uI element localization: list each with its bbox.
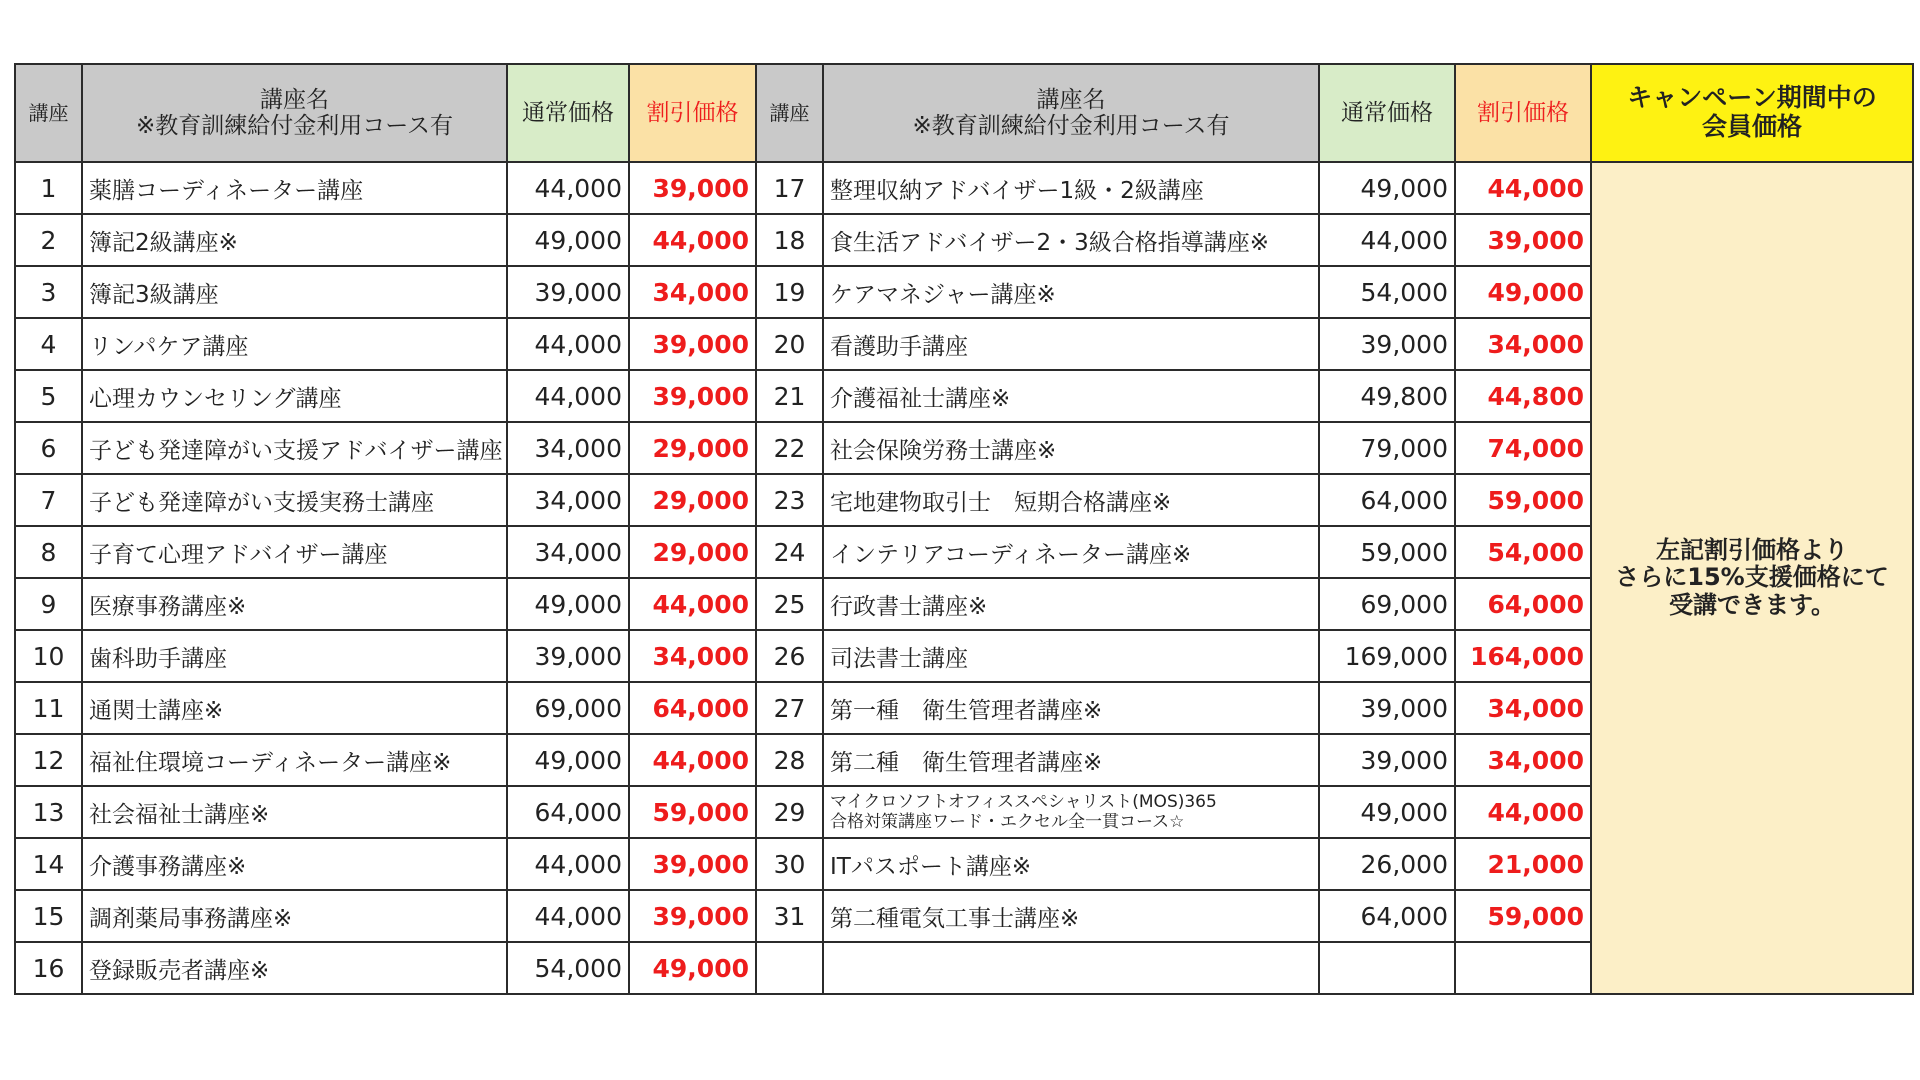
empty-discount-price [1455, 942, 1591, 994]
discount-price: 59,000 [1455, 890, 1591, 942]
course-name: 介護福祉士講座※ [823, 370, 1319, 422]
regular-price: 44,000 [507, 890, 629, 942]
course-name: ITパスポート講座※ [823, 838, 1319, 890]
discount-price: 44,800 [1455, 370, 1591, 422]
course-name: 薬膳コーディネーター講座 [82, 162, 507, 214]
regular-price: 54,000 [1319, 266, 1455, 318]
course-name: 社会福祉士講座※ [82, 786, 507, 838]
course-name-line1: マイクロソフトオフィススペシャリスト(MOS)365 [830, 791, 1217, 812]
course-name: インテリアコーディネーター講座※ [823, 526, 1319, 578]
regular-price: 39,000 [1319, 734, 1455, 786]
course-number: 22 [756, 422, 823, 474]
course-name: 第一種 衛生管理者講座※ [823, 682, 1319, 734]
course-name: 簿記3級講座 [82, 266, 507, 318]
discount-price: 39,000 [629, 370, 756, 422]
regular-price: 64,000 [1319, 474, 1455, 526]
course-name: 社会保険労務士講座※ [823, 422, 1319, 474]
member-price-note-line2: さらに15%支援価格にて [1615, 563, 1889, 592]
course-number: 26 [756, 630, 823, 682]
course-number: 18 [756, 214, 823, 266]
discount-price: 39,000 [1455, 214, 1591, 266]
course-name: リンパケア講座 [82, 318, 507, 370]
course-number: 13 [15, 786, 82, 838]
discount-price: 44,000 [1455, 162, 1591, 214]
discount-price: 34,000 [1455, 682, 1591, 734]
header-course-name-right-line1: 講座名 [1036, 86, 1106, 113]
discount-price: 29,000 [629, 474, 756, 526]
header-discount-price: 割引価格 [629, 64, 756, 162]
course-number: 10 [15, 630, 82, 682]
course-number: 29 [756, 786, 823, 838]
course-number: 21 [756, 370, 823, 422]
header-course-name-line2: ※教育訓練給付金利用コース有 [135, 113, 454, 139]
discount-price: 39,000 [629, 318, 756, 370]
course-number: 20 [756, 318, 823, 370]
course-name: 介護事務講座※ [82, 838, 507, 890]
course-number: 14 [15, 838, 82, 890]
regular-price: 64,000 [507, 786, 629, 838]
header-course-number: 講座 [15, 64, 82, 162]
header-course-name-right [823, 64, 1319, 162]
course-number: 30 [756, 838, 823, 890]
course-number: 12 [15, 734, 82, 786]
discount-price: 164,000 [1455, 630, 1591, 682]
regular-price: 34,000 [507, 422, 629, 474]
course-name: 調剤薬局事務講座※ [82, 890, 507, 942]
header-member-price-line2: 会員価格 [1701, 112, 1802, 141]
regular-price: 54,000 [507, 942, 629, 994]
regular-price: 49,000 [507, 578, 629, 630]
course-number: 9 [15, 578, 82, 630]
course-number: 7 [15, 474, 82, 526]
discount-price: 34,000 [1455, 734, 1591, 786]
discount-price: 49,000 [629, 942, 756, 994]
course-number: 16 [15, 942, 82, 994]
table-row [15, 162, 1913, 214]
regular-price: 39,000 [1319, 682, 1455, 734]
discount-price: 44,000 [1455, 786, 1591, 838]
regular-price: 44,000 [507, 370, 629, 422]
course-name: 福祉住環境コーディネーター講座※ [82, 734, 507, 786]
course-name: 子ども発達障がい支援実務士講座 [82, 474, 507, 526]
discount-price: 29,000 [629, 422, 756, 474]
regular-price: 39,000 [507, 630, 629, 682]
discount-price: 39,000 [629, 162, 756, 214]
header-course-name [82, 64, 507, 162]
discount-price: 39,000 [629, 890, 756, 942]
regular-price: 59,000 [1319, 526, 1455, 578]
regular-price: 169,000 [1319, 630, 1455, 682]
course-number: 2 [15, 214, 82, 266]
discount-price: 59,000 [1455, 474, 1591, 526]
course-number: 19 [756, 266, 823, 318]
course-name: 通関士講座※ [82, 682, 507, 734]
discount-price: 29,000 [629, 526, 756, 578]
regular-price: 49,000 [507, 734, 629, 786]
discount-price: 21,000 [1455, 838, 1591, 890]
discount-price: 39,000 [629, 838, 756, 890]
discount-price: 44,000 [629, 734, 756, 786]
regular-price: 44,000 [507, 838, 629, 890]
course-number: 23 [756, 474, 823, 526]
discount-price: 49,000 [1455, 266, 1591, 318]
course-name: 行政書士講座※ [823, 578, 1319, 630]
regular-price: 49,000 [1319, 162, 1455, 214]
course-name: 簿記2級講座※ [82, 214, 507, 266]
course-name-line2: 合格対策講座ワード・エクセル全一貫コース☆ [830, 812, 1185, 832]
header-course-name-line1: 講座名 [260, 86, 329, 113]
empty-course-number [756, 942, 823, 994]
regular-price: 34,000 [507, 474, 629, 526]
course-name: 第二種 衛生管理者講座※ [823, 734, 1319, 786]
course-name: 子育て心理アドバイザー講座 [82, 526, 507, 578]
empty-course-name [823, 942, 1319, 994]
course-name: 子ども発達障がい支援アドバイザー講座 [82, 422, 507, 474]
regular-price: 69,000 [1319, 578, 1455, 630]
member-price-note-line1: 左記割引価格より [1656, 535, 1848, 564]
header-course-name-right-line2: ※教育訓練給付金利用コース有 [912, 113, 1230, 139]
regular-price: 39,000 [1319, 318, 1455, 370]
discount-price: 74,000 [1455, 422, 1591, 474]
course-name: 登録販売者講座※ [82, 942, 507, 994]
regular-price: 44,000 [507, 318, 629, 370]
course-number: 1 [15, 162, 82, 214]
regular-price: 64,000 [1319, 890, 1455, 942]
discount-price: 34,000 [629, 630, 756, 682]
regular-price: 49,000 [507, 214, 629, 266]
discount-price: 34,000 [1455, 318, 1591, 370]
course-number: 5 [15, 370, 82, 422]
course-number: 28 [756, 734, 823, 786]
regular-price: 49,000 [1319, 786, 1455, 838]
header-course-number-right: 講座 [756, 64, 823, 162]
member-price-note-line3: 受講できます。 [1668, 590, 1836, 619]
course-number: 6 [15, 422, 82, 474]
course-number: 4 [15, 318, 82, 370]
regular-price: 49,800 [1319, 370, 1455, 422]
course-number: 27 [756, 682, 823, 734]
course-name: 食生活アドバイザー2・3級合格指導講座※ [823, 214, 1319, 266]
regular-price: 26,000 [1319, 838, 1455, 890]
table-header-row [15, 64, 1913, 162]
course-number: 24 [756, 526, 823, 578]
discount-price: 59,000 [629, 786, 756, 838]
course-name: 宅地建物取引士 短期合格講座※ [823, 474, 1319, 526]
header-member-price-line1: キャンペーン期間中の [1627, 83, 1877, 113]
course-name: 医療事務講座※ [82, 578, 507, 630]
header-regular-price: 通常価格 [507, 64, 629, 162]
course-name: ケアマネジャー講座※ [823, 266, 1319, 318]
discount-price: 44,000 [629, 214, 756, 266]
course-number: 17 [756, 162, 823, 214]
regular-price: 79,000 [1319, 422, 1455, 474]
discount-price: 64,000 [629, 682, 756, 734]
discount-price: 54,000 [1455, 526, 1591, 578]
discount-price: 64,000 [1455, 578, 1591, 630]
course-name: 歯科助手講座 [82, 630, 507, 682]
course-price-table-container [14, 63, 1912, 995]
course-number: 15 [15, 890, 82, 942]
course-name: 司法書士講座 [823, 630, 1319, 682]
course-price-table [14, 63, 1914, 995]
course-number: 31 [756, 890, 823, 942]
course-number: 3 [15, 266, 82, 318]
course-number: 25 [756, 578, 823, 630]
regular-price: 34,000 [507, 526, 629, 578]
regular-price: 69,000 [507, 682, 629, 734]
course-name [823, 786, 1319, 838]
course-name: 看護助手講座 [823, 318, 1319, 370]
regular-price: 39,000 [507, 266, 629, 318]
discount-price: 44,000 [629, 578, 756, 630]
course-number: 8 [15, 526, 82, 578]
member-price-note [1591, 162, 1913, 994]
regular-price: 44,000 [507, 162, 629, 214]
header-regular-price-right: 通常価格 [1319, 64, 1455, 162]
header-discount-price-right: 割引価格 [1455, 64, 1591, 162]
course-name: 整理収納アドバイザー1級・2級講座 [823, 162, 1319, 214]
empty-regular-price [1319, 942, 1455, 994]
course-name: 心理カウンセリング講座 [82, 370, 507, 422]
course-number: 11 [15, 682, 82, 734]
regular-price: 44,000 [1319, 214, 1455, 266]
course-name: 第二種電気工事士講座※ [823, 890, 1319, 942]
header-member-price [1591, 64, 1913, 162]
discount-price: 34,000 [629, 266, 756, 318]
